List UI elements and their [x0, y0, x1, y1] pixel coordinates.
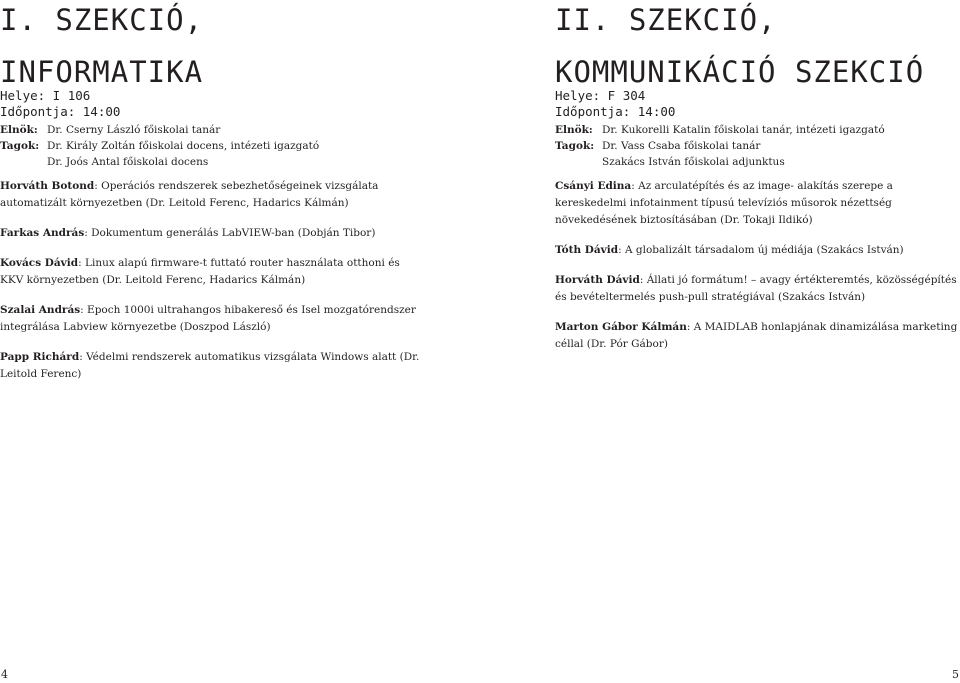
chair-name: Dr. Kukorelli Katalin főiskolai tanár, intézeti igazgató	[602, 124, 885, 136]
talk-speaker: Horváth Botond	[0, 180, 95, 192]
section-informatika	[0, 0, 420, 380]
section-title-block	[555, 0, 960, 88]
talk-speaker: Tóth Dávid	[555, 244, 619, 256]
chair-row	[0, 122, 420, 138]
members-label: Tagok:	[0, 140, 40, 152]
talk-speaker: Csányi Edina	[555, 180, 632, 192]
member-name: Dr. Joós Antal főiskolai docens	[47, 156, 209, 168]
talk-text: : Az arculatépítés és az image- alakítás szerepe a kereskedelmi infotainment típusú televíziós műsorok nézettség növekedésének biztosításában (Dr. Tokaji Ildikó)	[555, 180, 893, 226]
talk-item	[0, 302, 420, 336]
chair-label: Elnök:	[0, 124, 38, 136]
talk-text: : Állati jó formátum! – avagy értékteremtés, közösségépítés és bevételtermelés push-pull stratégiával (Szakács István)	[555, 274, 957, 303]
talk-item	[0, 178, 420, 212]
section-title-line1: II. SZEKCIÓ,	[555, 3, 777, 37]
section-time: Időpontja: 14:00	[0, 104, 121, 119]
talk-item	[0, 225, 420, 242]
talk-speaker: Papp Richárd	[0, 351, 80, 363]
page-number-right: 5	[952, 668, 959, 681]
section-title-line1: I. SZEKCIÓ,	[0, 3, 204, 37]
talk-item	[0, 255, 420, 289]
page-number-left: 4	[1, 668, 8, 681]
talk-item	[555, 242, 960, 259]
section-title-line2: INFORMATIKA	[0, 55, 204, 89]
chair-label: Elnök:	[555, 124, 593, 136]
section-place: Helye: I 106	[0, 88, 91, 103]
talk-list	[555, 178, 960, 366]
chair-name: Dr. Cserny László főiskolai tanár	[47, 124, 221, 136]
section-time: Időpontja: 14:00	[555, 104, 676, 119]
committee	[555, 122, 960, 170]
talk-item	[555, 272, 960, 306]
talk-item	[555, 178, 960, 229]
talk-text: : A globalizált társadalom új médiája (Szakács István)	[618, 244, 904, 256]
member-name: Dr. Király Zoltán főiskolai docens, intézeti igazgató	[47, 140, 320, 152]
talk-speaker: Horváth Dávid	[555, 274, 640, 286]
talk-text: : Védelmi rendszerek automatikus vizsgálata Windows alatt (Dr. Leitold Ferenc)	[0, 351, 420, 380]
member-name: Szakács István főiskolai adjunktus	[602, 156, 785, 168]
member-name: Dr. Vass Csaba főiskolai tanár	[602, 140, 761, 152]
section-kommunikacio	[555, 0, 960, 350]
talk-item	[555, 319, 960, 353]
talk-text: : Epoch 1000i ultrahangos hibakereső és Isel mozgatórendszer integrálása Labview környezetbe (Doszpod László)	[0, 304, 416, 333]
talk-item	[0, 349, 420, 383]
section-title-line2: KOMMUNIKÁCIÓ SZEKCIÓ	[555, 55, 925, 89]
talk-speaker: Marton Gábor Kálmán	[555, 321, 687, 333]
section-title-block	[0, 0, 420, 88]
talk-speaker: Szalai András	[0, 304, 81, 316]
section-place: Helye: F 304	[555, 88, 646, 103]
talk-text: : A MAIDLAB honlapjának dinamizálása marketing céllal (Dr. Pór Gábor)	[555, 321, 958, 350]
committee	[0, 122, 420, 170]
members-row	[555, 138, 960, 170]
talk-text: : Operációs rendszerek sebezhetőségeinek vizsgálata automatizált környezetben (Dr. Leitold Ferenc, Hadarics Kálmán)	[0, 180, 379, 209]
talk-text: : Dokumentum generálás LabVIEW-ban (Dobján Tibor)	[84, 227, 376, 239]
talk-list	[0, 178, 420, 396]
talk-speaker: Kovács Dávid	[0, 257, 79, 269]
members-label: Tagok:	[555, 140, 595, 152]
talk-speaker: Farkas András	[0, 227, 85, 239]
chair-row	[555, 122, 960, 138]
members-row	[0, 138, 420, 170]
talk-text: : Linux alapú firmware-t futtató router használata otthoni és KKV környezetben (Dr. Leitold Ferenc, Hadarics Kálmán)	[0, 257, 400, 286]
